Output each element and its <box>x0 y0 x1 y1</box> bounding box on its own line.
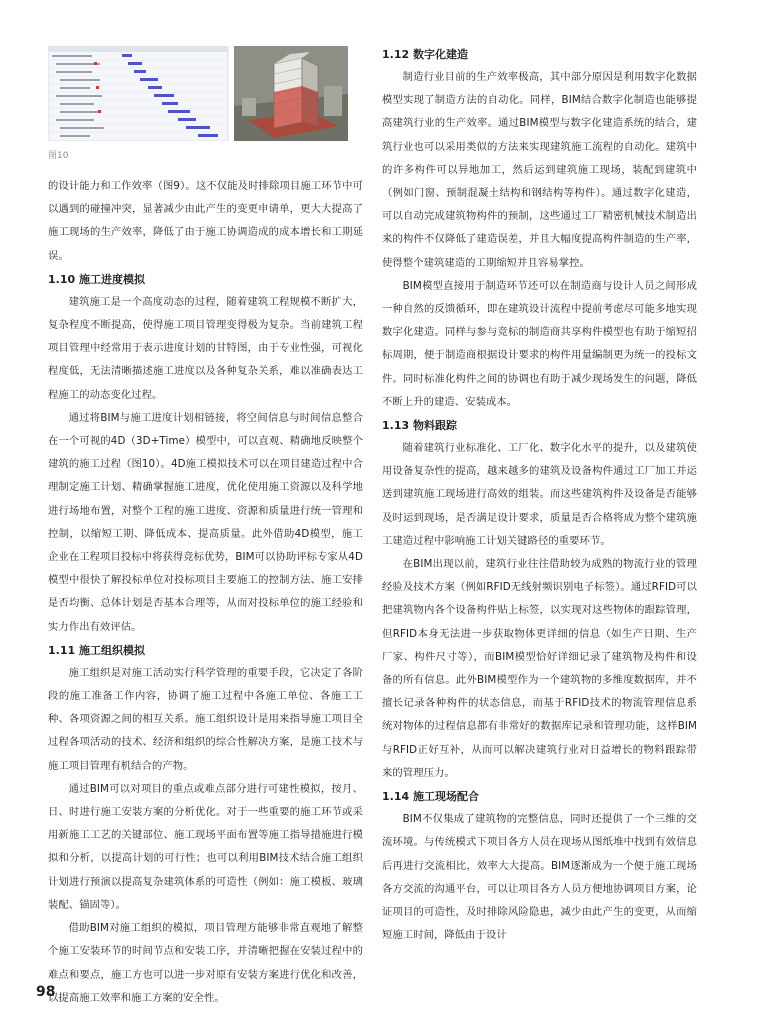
paragraph: 通过将BIM与施工进度计划相链接，将空间信息与时间信息整合在一个可视的4D（3D+Time）模型中，可以直观、精确地反映整个建筑的施工过程（图10）。4D施工模拟技术可以在项目建造过程中合理制定施工计划、精确掌握施工进度，优化使用施工资源以及科学地进行场地布置，对整个工程的施工进度、资源和质量进行统一管理和控制，以缩短工期、降低成本、提高质量。此外借助4D模型，施工企业在工程项目投标中将获得竞标优势，BIM可以协助评标专家从4D模型中很快了解投标单位对投标项目主要施工的控制方法、施工安排是否均衡、总体计划是否基本合理等，从而对投标单位的施工经验和实力作出有效评估。 <box>48 411 363 633</box>
figure-4d-image <box>48 46 348 141</box>
paragraph: BIM不仅集成了建筑物的完整信息，同时还提供了一个三维的交流环境。与传统模式下项目各方人员在现场从图纸堆中找到有效信息后再进行交流相比，效率大大提高。BIM逐渐成为一个便于施工现场各方交流的沟通平台，可以让项目各方人员方便地协调项目方案，论证项目的可造性，及时排除风险隐患，减少由此产生的变更，从而缩短施工时间，降低由于设计 <box>382 813 697 942</box>
paragraph: BIM模型直接用于制造环节还可以在制造商与设计人员之间形成一种自然的反馈循环，即在建筑设计流程中提前考虑尽可能多地实现数字化建造。同样与参与竞标的制造商共享构件模型也有助于缩短招标周期，便于制造商根据设计要求的构件用量编制更为统一的投标文件。同时标准化构件之间的协调也有助于减少现场发生的问题，降低不断上升的建造、安装成本。 <box>382 279 697 408</box>
section-heading-1-13: 1.13 物料跟踪 <box>382 419 457 433</box>
paragraph: 建筑施工是一个高度动态的过程，随着建筑工程规模不断扩大，复杂程度不断提高，使得施工项目管理变得极为复杂。当前建筑工程项目管理中经常用于表示进度计划的甘特图，由于专业性强，可视化程度低，无法清晰描述施工进度以及各种复杂关系，难以准确表达工程施工的动态变化过程。 <box>48 295 363 401</box>
paragraph: 在BIM出现以前，建筑行业往往借助较为成熟的物流行业的管理经验及技术方案（例如RFID无线射频识别电子标签）。通过RFID可以把建筑物内各个设备构件贴上标签，以实现对这些物体的跟踪管理，但RFID本身无法进一步获取物体更详细的信息（如生产日期、生产厂家、构件尺寸等），而BIM模型恰好详细记录了建筑物及构件和设备的所有信息。此外BIM模型作为一个建筑物的多维度数据库，并不擅长记录各种构件的状态信息，而基于RFID技术的物流管理信息系统对物体的过程信息都有非常好的数据库记录和管理功能，这样BIM与RFID正好互补，从而可以解决建筑行业对日益增长的物料跟踪带来的管理压力。 <box>382 558 697 779</box>
section-heading-1-10: 1.10 施工进度模拟 <box>48 272 145 286</box>
figure-caption: 图10 <box>48 151 69 161</box>
paragraph: 的设计能力和工作效率（图9）。这不仅能及时排除项目施工环节中可以遇到的碰撞冲突，显著减少由此产生的变更申请单，更大大提高了施工现场的生产效率，降低了由于施工协调造成的成本增长和工期延误。 <box>48 180 363 262</box>
paragraph: 施工组织是对施工活动实行科学管理的重要手段，它决定了各阶段的施工准备工作内容，协调了施工过程中各施工单位、各施工工种、各项资源之间的相互关系。施工组织设计是用来指导施工项目全过程各项活动的技术、经济和组织的综合性解决方案，是施工技术与施工项目管理有机结合的产物。 <box>48 666 363 772</box>
section-heading-1-11: 1.11 施工组织模拟 <box>48 643 145 657</box>
section-heading-1-12: 1.12 数字化建造 <box>382 48 468 61</box>
right-column <box>382 44 697 947</box>
paragraph: 通过BIM可以对项目的重点或难点部分进行可建性模拟，按月、日、时进行施工安装方案的分析优化。对于一些重要的施工环节或采用新施工工艺的关键部位、施工现场平面布置等施工指导措施进行模拟和分析，以提高计划的可行性；也可以利用BIM技术结合施工组织计划进行预演以提高复杂建筑体系的可造性（例如：施工模板、玻璃装配、锚固等）。 <box>48 782 363 911</box>
paragraph: 随着建筑行业标准化、工厂化、数字化水平的提升，以及建筑使用设备复杂性的提高，越来越多的建筑及设备构件通过工厂加工并运送到建筑施工现场进行高效的组装。而这些建筑构件及设备是否能够及时运到现场，是否满足设计要求，质量是否合格将成为整个建筑施工建造过程中影响施工计划关键路径的重要环节。 <box>382 442 697 547</box>
paragraph: 制造行业目前的生产效率极高，其中部分原因是利用数字化数据模型实现了制造方法的自动化。同样，BIM结合数字化制造也能够提高建筑行业的生产效率。通过BIM模型与数字化建造系统的结合，建筑行业也可以采用类似的方法来实现建筑施工流程的自动化。建筑中的许多构件可以异地加工，然后运到建筑施工现场，装配到建筑中（例如门窗、预制混凝土结构和钢结构等构件）。通过数字化建造，可以自动完成建筑物构件的预制，这些通过工厂精密机械技术制造出来的构件不仅降低了建造误差，并且大幅度提高构件制造的生产率，使得整个建筑建造的工期缩短并且容易掌控。 <box>382 71 697 269</box>
paragraph: 借助BIM对施工组织的模拟，项目管理方能够非常直观地了解整个施工安装环节的时间节点和安装工序，并清晰把握在安装过程中的难点和要点，施工方也可以进一步对原有安装方案进行优化和改善，以提高施工效率和施工方案的安全性。 <box>48 922 363 1004</box>
left-column <box>48 175 363 1010</box>
page-number: 98 <box>36 984 56 1000</box>
figure-4d-simulation <box>48 46 348 141</box>
section-heading-1-14: 1.14 施工现场配合 <box>382 790 479 804</box>
